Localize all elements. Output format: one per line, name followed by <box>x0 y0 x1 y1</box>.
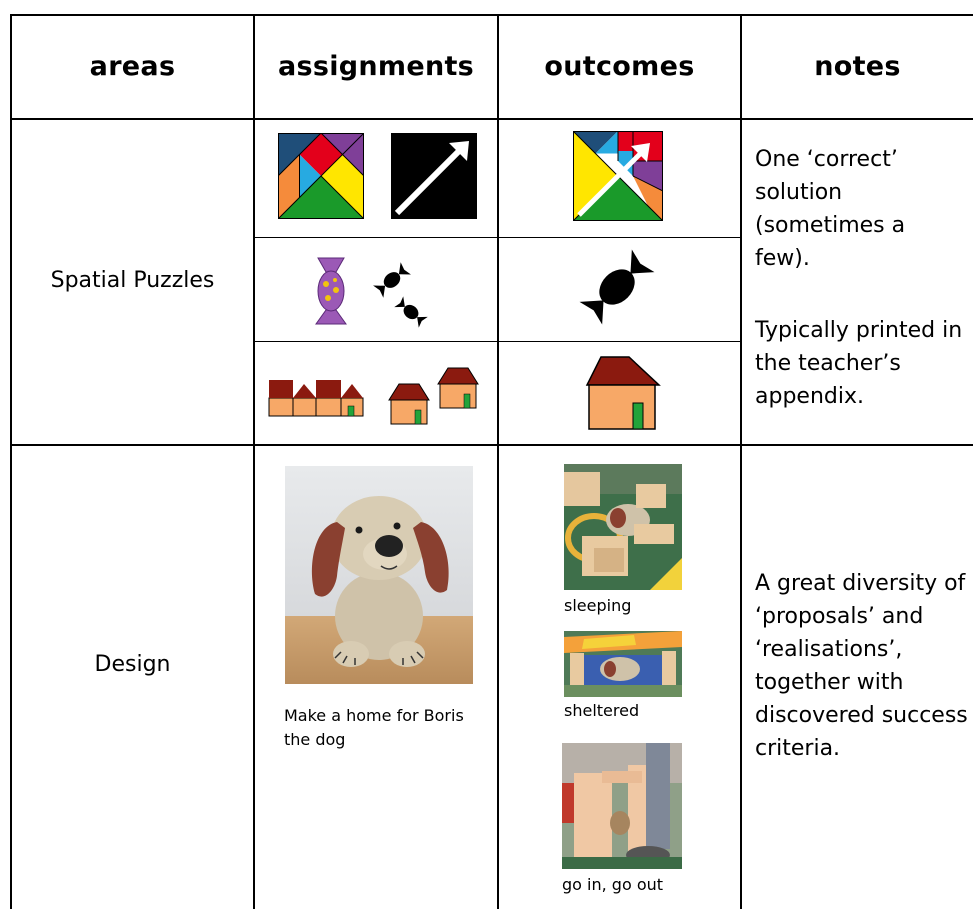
candy-large-silhouette-icon <box>578 247 656 327</box>
row-divider <box>10 444 973 446</box>
header-bottom-border <box>10 118 973 120</box>
candy-purple-icon <box>310 256 352 326</box>
house-small-2-icon <box>436 366 480 410</box>
col-divider-2 <box>497 14 499 909</box>
outcome-caption-sheltered: sheltered <box>564 701 640 720</box>
notes-spatial-p2: Typically printed in the teacher’s appendix. <box>755 318 963 409</box>
tangram-solution-icon <box>573 131 663 221</box>
table-left-border <box>10 14 12 909</box>
candy-silhouette-small-icon <box>393 294 429 330</box>
header-areas: areas <box>89 50 176 82</box>
tangram-target-arrow-icon <box>391 133 477 219</box>
notes-spatial-p1: One ‘correct’ solution (sometimes a few). <box>755 147 906 271</box>
design-assignment-caption: Make a home for Boris the dog <box>284 706 464 749</box>
outcome-go-in-go-out-photo <box>562 743 682 869</box>
outcome-sheltered-photo <box>564 631 682 697</box>
house-small-icon <box>387 382 431 426</box>
boris-dog-photo <box>285 466 473 684</box>
outcome-caption-sleeping: sleeping <box>564 596 632 615</box>
header-assignments: assignments <box>277 50 475 82</box>
area-spatial-puzzles: Spatial Puzzles <box>50 268 215 293</box>
houses-row-icon <box>268 378 364 418</box>
tangram-square-icon <box>278 133 364 219</box>
outcome-caption-go-in-go-out: go in, go out <box>562 875 664 894</box>
col-divider-3 <box>740 14 742 909</box>
header-notes: notes <box>814 50 901 82</box>
area-design: Design <box>94 652 171 677</box>
header-outcomes: outcomes <box>544 50 695 82</box>
outcome-sleeping-photo <box>564 464 682 590</box>
house-large-icon <box>585 355 661 431</box>
col-divider-1 <box>253 14 255 909</box>
notes-design: A great diversity of ‘proposals’ and ‘realisations’, together with discovered success criteria. <box>755 571 968 761</box>
